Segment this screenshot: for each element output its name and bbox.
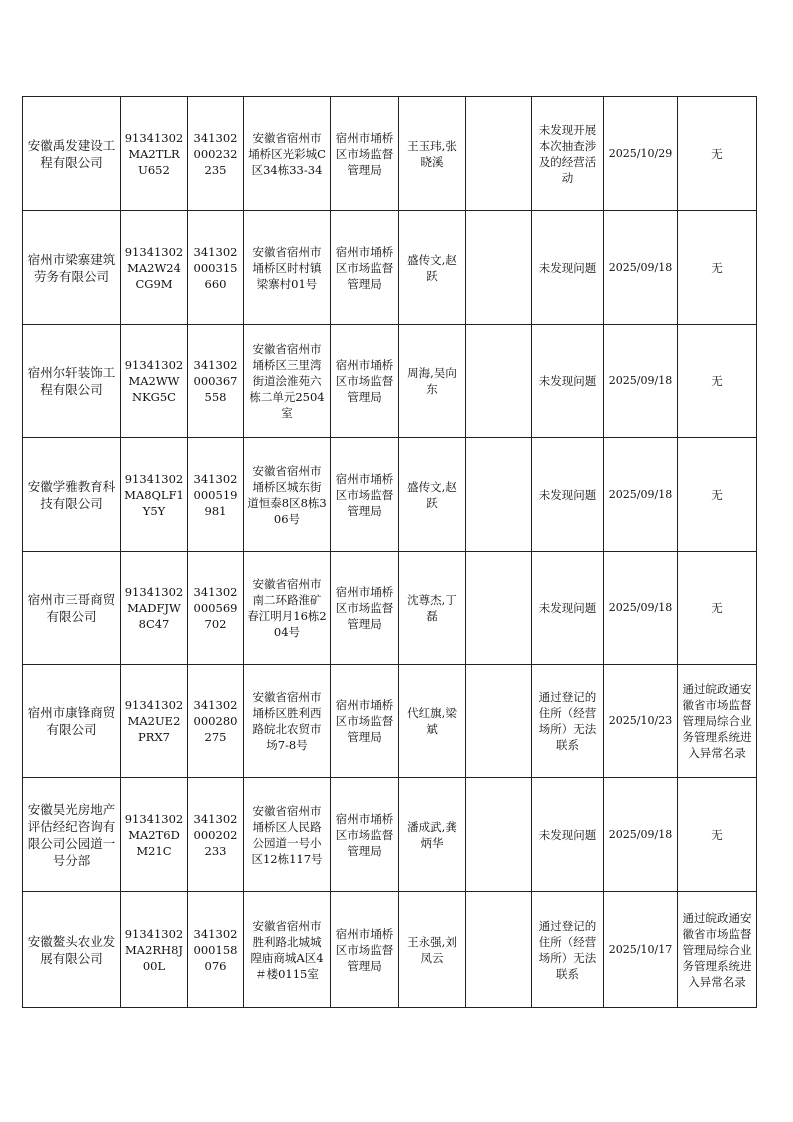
company-name-cell: 安徽昊光房地产评估经纪咨询有限公司公园道一号分部 xyxy=(23,778,121,892)
table-row xyxy=(23,552,757,665)
registration-number-cell: 341302000569702 xyxy=(188,552,244,665)
company-name-cell: 安徽禹发建设工程有限公司 xyxy=(23,97,121,211)
inspection-date-cell: 2025/10/23 xyxy=(604,665,678,778)
inspection-result-cell: 未发现问题 xyxy=(532,552,604,665)
credit-code-cell: 91341302MA2T6DM21C xyxy=(121,778,188,892)
inspection-result-cell: 未发现开展本次抽查涉及的经营活动 xyxy=(532,97,604,211)
authority-cell: 宿州市埇桥区市场监督管理局 xyxy=(331,97,399,211)
credit-code-cell: 91341302MA2WWNKG5C xyxy=(121,325,188,438)
blank-cell xyxy=(466,552,532,665)
authority-cell: 宿州市埇桥区市场监督管理局 xyxy=(331,438,399,552)
handling-cell: 无 xyxy=(678,552,757,665)
inspection-result-cell: 未发现问题 xyxy=(532,778,604,892)
authority-cell: 宿州市埇桥区市场监督管理局 xyxy=(331,665,399,778)
inspection-date-cell: 2025/09/18 xyxy=(604,778,678,892)
blank-cell xyxy=(466,665,532,778)
address-cell: 安徽省宿州市埇桥区时村镇梁寨村01号 xyxy=(244,211,331,325)
inspection-date-cell: 2025/09/18 xyxy=(604,325,678,438)
inspection-date-cell: 2025/09/18 xyxy=(604,211,678,325)
inspection-results-table xyxy=(22,96,757,1008)
inspectors-cell: 盛传文,赵跃 xyxy=(399,211,466,325)
company-name-cell: 宿州尔轩装饰工程有限公司 xyxy=(23,325,121,438)
blank-cell xyxy=(466,778,532,892)
handling-cell: 无 xyxy=(678,97,757,211)
company-name-cell: 安徽学雅教育科技有限公司 xyxy=(23,438,121,552)
address-cell: 安徽省宿州市埇桥区城东街道恒泰8区8栋306号 xyxy=(244,438,331,552)
handling-cell: 无 xyxy=(678,778,757,892)
inspectors-cell: 周海,吴向东 xyxy=(399,325,466,438)
inspection-result-cell: 通过登记的住所（经营场所）无法联系 xyxy=(532,665,604,778)
company-name-cell: 宿州市三哥商贸有限公司 xyxy=(23,552,121,665)
inspection-date-cell: 2025/10/17 xyxy=(604,892,678,1008)
table-row xyxy=(23,211,757,325)
registration-number-cell: 341302000232235 xyxy=(188,97,244,211)
table-row xyxy=(23,892,757,1008)
inspectors-cell: 王玉玮,张晓溪 xyxy=(399,97,466,211)
table-row xyxy=(23,778,757,892)
registration-number-cell: 341302000315660 xyxy=(188,211,244,325)
credit-code-cell: 91341302MADFJW8C47 xyxy=(121,552,188,665)
registration-number-cell: 341302000519981 xyxy=(188,438,244,552)
handling-cell: 无 xyxy=(678,211,757,325)
blank-cell xyxy=(466,892,532,1008)
blank-cell xyxy=(466,97,532,211)
inspection-date-cell: 2025/09/18 xyxy=(604,438,678,552)
address-cell: 安徽省宿州市埇桥区胜利西路皖北农贸市场7-8号 xyxy=(244,665,331,778)
inspection-result-cell: 未发现问题 xyxy=(532,325,604,438)
registration-number-cell: 341302000280275 xyxy=(188,665,244,778)
credit-code-cell: 91341302MA8QLF1Y5Y xyxy=(121,438,188,552)
credit-code-cell: 91341302MA2TLRU652 xyxy=(121,97,188,211)
handling-cell: 通过皖政通安徽省市场监督管理局综合业务管理系统进入异常名录 xyxy=(678,892,757,1008)
address-cell: 安徽省宿州市埇桥区人民路公园道一号小区12栋117号 xyxy=(244,778,331,892)
authority-cell: 宿州市埇桥区市场监督管理局 xyxy=(331,892,399,1008)
registration-number-cell: 341302000202233 xyxy=(188,778,244,892)
address-cell: 安徽省宿州市埇桥区三里湾街道浍淮苑六栋二单元2504室 xyxy=(244,325,331,438)
company-name-cell: 宿州市康锋商贸有限公司 xyxy=(23,665,121,778)
address-cell: 安徽省宿州市胜利路北城城隍庙商城A区4＃楼0115室 xyxy=(244,892,331,1008)
authority-cell: 宿州市埇桥区市场监督管理局 xyxy=(331,552,399,665)
inspectors-cell: 沈尊杰,丁磊 xyxy=(399,552,466,665)
authority-cell: 宿州市埇桥区市场监督管理局 xyxy=(331,778,399,892)
credit-code-cell: 91341302MA2RH8J00L xyxy=(121,892,188,1008)
inspection-result-cell: 未发现问题 xyxy=(532,438,604,552)
inspection-result-cell: 未发现问题 xyxy=(532,211,604,325)
authority-cell: 宿州市埇桥区市场监督管理局 xyxy=(331,325,399,438)
company-name-cell: 安徽鳌头农业发展有限公司 xyxy=(23,892,121,1008)
inspectors-cell: 王永强,刘凤云 xyxy=(399,892,466,1008)
credit-code-cell: 91341302MA2UE2PRX7 xyxy=(121,665,188,778)
address-cell: 安徽省宿州市南二环路淮矿春江明月16栋204号 xyxy=(244,552,331,665)
handling-cell: 无 xyxy=(678,438,757,552)
company-name-cell: 宿州市梁寨建筑劳务有限公司 xyxy=(23,211,121,325)
inspection-result-cell: 通过登记的住所（经营场所）无法联系 xyxy=(532,892,604,1008)
blank-cell xyxy=(466,438,532,552)
credit-code-cell: 91341302MA2W24CG9M xyxy=(121,211,188,325)
inspectors-cell: 代红旗,梁斌 xyxy=(399,665,466,778)
inspection-date-cell: 2025/09/18 xyxy=(604,552,678,665)
table-row xyxy=(23,325,757,438)
registration-number-cell: 341302000158076 xyxy=(188,892,244,1008)
inspection-date-cell: 2025/10/29 xyxy=(604,97,678,211)
inspectors-cell: 盛传文,赵跃 xyxy=(399,438,466,552)
handling-cell: 无 xyxy=(678,325,757,438)
handling-cell: 通过皖政通安徽省市场监督管理局综合业务管理系统进入异常名录 xyxy=(678,665,757,778)
blank-cell xyxy=(466,211,532,325)
table-row xyxy=(23,665,757,778)
blank-cell xyxy=(466,325,532,438)
table-row xyxy=(23,438,757,552)
address-cell: 安徽省宿州市埇桥区光彩城C区34栋33-34 xyxy=(244,97,331,211)
authority-cell: 宿州市埇桥区市场监督管理局 xyxy=(331,211,399,325)
inspectors-cell: 潘成武,龚炳华 xyxy=(399,778,466,892)
table-row xyxy=(23,97,757,211)
registration-number-cell: 341302000367558 xyxy=(188,325,244,438)
